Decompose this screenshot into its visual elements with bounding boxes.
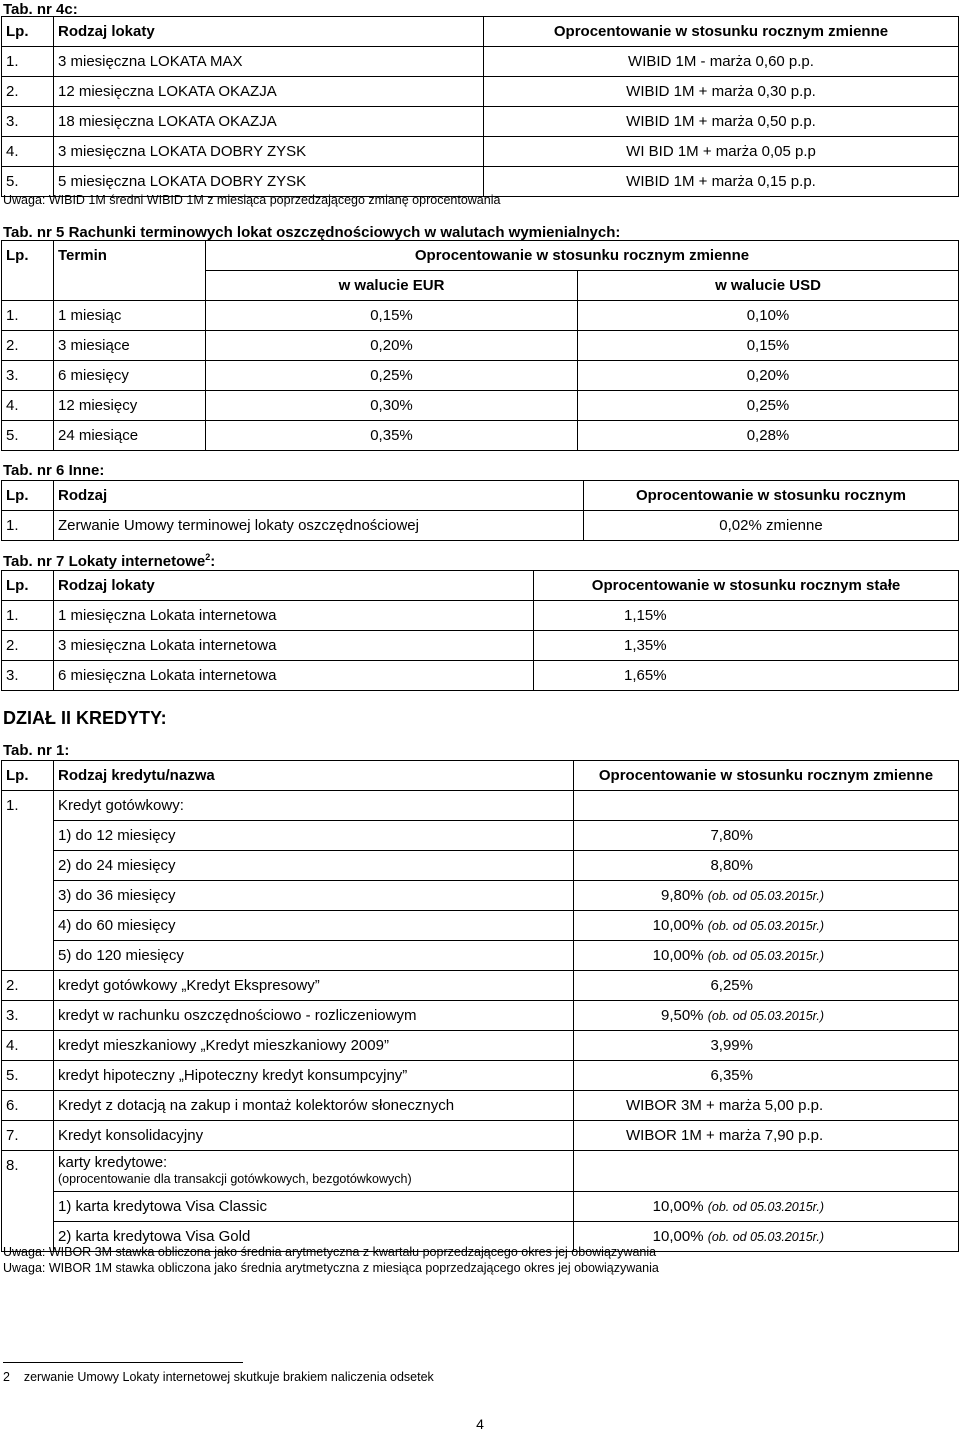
sub-row <box>2 881 959 911</box>
row-lp: 4. <box>2 137 54 167</box>
row-term: 24 miesiące <box>54 421 206 451</box>
table-row <box>2 1031 959 1061</box>
table-row <box>2 1001 959 1031</box>
row-rate: 10,00% <box>652 917 704 934</box>
row-name: kredyt gotówkowy „Kredyt Ekspresowy” <box>54 971 574 1001</box>
table-row <box>2 971 959 1001</box>
table-row <box>2 47 959 77</box>
row-name: Kredyt gotówkowy: <box>54 791 574 821</box>
row-name: kredyt w rachunku oszczędnościowo - rozliczeniowym <box>54 1001 574 1031</box>
header-type: Rodzaj lokaty <box>54 17 484 47</box>
tab5-header-row <box>2 241 959 271</box>
table-row <box>2 511 959 541</box>
tab4c-header-row <box>2 17 959 47</box>
row-eur: 0,15% <box>206 301 578 331</box>
row-rate: WIBOR 3M + marża 5,00 p.p. <box>626 1097 824 1114</box>
table-row <box>2 601 959 631</box>
tab7-caption: Tab. nr 7 Lokaty internetowe$^2$: <box>3 552 216 570</box>
row-rate: 9,80% <box>660 887 704 904</box>
sub-row <box>2 1192 959 1222</box>
row-lp: 4. <box>2 391 54 421</box>
row-name: 12 miesięczna LOKATA OKAZJA <box>54 77 484 107</box>
row-note: (ob. od 05.03.2015r.) <box>707 919 824 933</box>
table-row <box>2 391 959 421</box>
header-type: Rodzaj kredytu/nazwa <box>54 761 574 791</box>
credit-header-row <box>2 761 959 791</box>
row-rate: 8,80% <box>710 857 753 874</box>
row-rate: 6,25% <box>710 977 753 994</box>
row-rate: WIBID 1M + marża 0,50 p.p. <box>484 107 959 137</box>
row-name: 4) do 60 miesięcy <box>54 911 574 941</box>
tab4c-table <box>1 16 959 197</box>
header-type: Rodzaj <box>54 481 584 511</box>
table-row <box>2 661 959 691</box>
tab5-subheader-row <box>2 271 959 301</box>
row-name: Zerwanie Umowy terminowej lokaty oszczędnościowej <box>54 511 584 541</box>
tab6-header-row <box>2 481 959 511</box>
header-lp: Lp. <box>2 17 54 47</box>
credit-caption: Tab. nr 1: <box>3 742 70 759</box>
tab4c-note: Uwaga: WIBID 1M średni WIBID 1M z miesiąca poprzedzającego zmianę oprocentowania <box>3 193 501 207</box>
row-name: 5) do 120 miesięcy <box>54 941 574 971</box>
row-usd: 0,20% <box>578 361 959 391</box>
row-name: 5 miesięczna LOKATA DOBRY ZYSK <box>54 167 484 197</box>
table-row <box>2 167 959 197</box>
row-name: 1) do 12 miesięcy <box>54 821 574 851</box>
tab7-table <box>1 570 959 691</box>
row-usd: 0,28% <box>578 421 959 451</box>
row-rate: 9,50% <box>660 1007 704 1024</box>
row-lp: 2. <box>2 971 54 1001</box>
header-rate: Oprocentowanie w stosunku rocznym <box>584 481 959 511</box>
row-usd: 0,15% <box>578 331 959 361</box>
row-rate: WIBID 1M + marża 0,30 p.p. <box>484 77 959 107</box>
row-subtext: (oprocentowanie dla transakcji gotówkowych, bezgotówkowych) <box>58 1172 412 1186</box>
row-name: 3) do 36 miesięcy <box>54 881 574 911</box>
row-lp: 2. <box>2 631 54 661</box>
header-lp: Lp. <box>2 241 54 271</box>
row-name: 3 miesięczna LOKATA MAX <box>54 47 484 77</box>
row-rate: 1,35% <box>534 631 959 661</box>
row-lp: 1. <box>2 601 54 631</box>
table-row <box>2 1121 959 1151</box>
header-lp: Lp. <box>2 761 54 791</box>
table-row <box>2 107 959 137</box>
tab6-caption: Tab. nr 6 Inne: <box>3 462 105 479</box>
row-eur: 0,30% <box>206 391 578 421</box>
section-title: DZIAŁ II KREDYTY: <box>3 708 167 728</box>
row-usd: 0,10% <box>578 301 959 331</box>
row-rate: 3,99% <box>710 1037 753 1054</box>
row-name: kredyt mieszkaniowy „Kredyt mieszkaniowy 2009” <box>54 1031 574 1061</box>
row-name: karty kredytowe: <box>58 1154 168 1171</box>
row-term: 12 miesięcy <box>54 391 206 421</box>
page-number: 4 <box>476 1416 484 1432</box>
row-rate: 7,80% <box>710 827 753 844</box>
sub-row <box>2 821 959 851</box>
tab6-table <box>1 480 959 541</box>
row-rate: 10,00% <box>652 1198 704 1215</box>
header-rate: Oprocentowanie w stosunku rocznym zmienne <box>484 17 959 47</box>
row-rate: 0,02% zmienne <box>584 511 959 541</box>
row-lp: 7. <box>2 1121 54 1151</box>
row-note: (ob. od 05.03.2015r.) <box>707 1200 824 1214</box>
row-rate: 10,00% <box>652 947 704 964</box>
table-row <box>2 791 959 821</box>
row-name: 2) karta kredytowa Visa Gold <box>54 1222 574 1252</box>
row-note: (ob. od 05.03.2015r.) <box>707 1230 824 1244</box>
table-row <box>2 631 959 661</box>
table-row <box>2 1151 959 1192</box>
row-name: Kredyt z dotacją na zakup i montaż kolektorów słonecznych <box>54 1091 574 1121</box>
row-lp: 1. <box>2 791 54 971</box>
row-lp: 1. <box>2 47 54 77</box>
table-row <box>2 361 959 391</box>
row-name: 3 miesięczna Lokata internetowa <box>54 631 534 661</box>
header-lp: Lp. <box>2 571 54 601</box>
table-row <box>2 1061 959 1091</box>
row-rate: 10,00% <box>652 1228 704 1245</box>
tab5-caption: Tab. nr 5 Rachunki terminowych lokat oszczędnościowych w walutach wymienialnych: <box>3 224 621 241</box>
row-lp: 3. <box>2 361 54 391</box>
credit-note-1: Uwaga: WIBOR 3M stawka obliczona jako średnia arytmetyczna z kwartału poprzedzającego okres jej obowiązywania <box>3 1245 657 1259</box>
table-row <box>2 331 959 361</box>
row-lp: 3. <box>2 107 54 137</box>
row-term: 1 miesiąc <box>54 301 206 331</box>
row-rate: WI BID 1M + marża 0,05 p.p <box>484 137 959 167</box>
sub-row <box>2 911 959 941</box>
row-note: (ob. od 05.03.2015r.) <box>707 889 824 903</box>
row-lp: 1. <box>2 301 54 331</box>
row-name: 2) do 24 miesięcy <box>54 851 574 881</box>
row-lp: 3. <box>2 661 54 691</box>
row-eur: 0,20% <box>206 331 578 361</box>
row-lp: 2. <box>2 77 54 107</box>
header-eur: w walucie EUR <box>206 271 578 301</box>
table-row <box>2 421 959 451</box>
footnote <box>3 1370 434 1384</box>
row-usd: 0,25% <box>578 391 959 421</box>
row-eur: 0,35% <box>206 421 578 451</box>
footnote-text: zerwanie Umowy Lokaty internetowej skutkuje brakiem naliczenia odsetek <box>23 1370 434 1384</box>
row-name: kredyt hipoteczny „Hipoteczny kredyt konsumpcyjny” <box>54 1061 574 1091</box>
row-lp: 5. <box>2 421 54 451</box>
row-lp: 1. <box>2 511 54 541</box>
header-rate: Oprocentowanie w stosunku rocznym stałe <box>534 571 959 601</box>
row-name: Kredyt konsolidacyjny <box>54 1121 574 1151</box>
credit-table <box>1 760 959 1252</box>
tab5-table <box>1 240 959 451</box>
header-type: Rodzaj lokaty <box>54 571 534 601</box>
row-rate: 1,65% <box>534 661 959 691</box>
row-lp: 2. <box>2 331 54 361</box>
table-row <box>2 137 959 167</box>
row-eur: 0,25% <box>206 361 578 391</box>
footnote-divider <box>3 1362 243 1363</box>
row-rate: 1,15% <box>534 601 959 631</box>
row-lp: 3. <box>2 1001 54 1031</box>
row-note: (ob. od 05.03.2015r.) <box>707 949 824 963</box>
header-lp: Lp. <box>2 481 54 511</box>
header-rate: Oprocentowanie w stosunku rocznym zmienne <box>206 241 959 271</box>
row-note: (ob. od 05.03.2015r.) <box>707 1009 824 1023</box>
row-name: 18 miesięczna LOKATA OKAZJA <box>54 107 484 137</box>
row-lp: 8. <box>2 1151 54 1252</box>
row-name: 1 miesięczna Lokata internetowa <box>54 601 534 631</box>
table-row <box>2 77 959 107</box>
header-rate: Oprocentowanie w stosunku rocznym zmienne <box>574 761 959 791</box>
row-rate: WIBID 1M - marża 0,60 p.p. <box>484 47 959 77</box>
row-rate: WIBOR 1M + marża 7,90 p.p. <box>626 1127 824 1144</box>
row-lp: 5. <box>2 1061 54 1091</box>
row-lp: 5. <box>2 167 54 197</box>
row-name: 3 miesięczna LOKATA DOBRY ZYSK <box>54 137 484 167</box>
row-rate: 6,35% <box>710 1067 753 1084</box>
tab4c-caption: Tab. nr 4c: <box>3 1 78 18</box>
tab7-header-row <box>2 571 959 601</box>
row-lp: 6. <box>2 1091 54 1121</box>
row-rate: WIBID 1M + marża 0,15 p.p. <box>484 167 959 197</box>
sub-row <box>2 941 959 971</box>
row-lp: 4. <box>2 1031 54 1061</box>
row-term: 3 miesiące <box>54 331 206 361</box>
table-row <box>2 1091 959 1121</box>
sub-row <box>2 851 959 881</box>
credit-note-2: Uwaga: WIBOR 1M stawka obliczona jako średnia arytmetyczna z miesiąca poprzedzającego okres jej obowiązywania <box>3 1261 659 1275</box>
table-row <box>2 301 959 331</box>
row-name: 1) karta kredytowa Visa Classic <box>54 1192 574 1222</box>
header-usd: w walucie USD <box>578 271 959 301</box>
row-term: 6 miesięcy <box>54 361 206 391</box>
footnote-number: 2 <box>3 1370 10 1384</box>
row-name: 6 miesięczna Lokata internetowa <box>54 661 534 691</box>
header-term: Termin <box>54 241 206 271</box>
